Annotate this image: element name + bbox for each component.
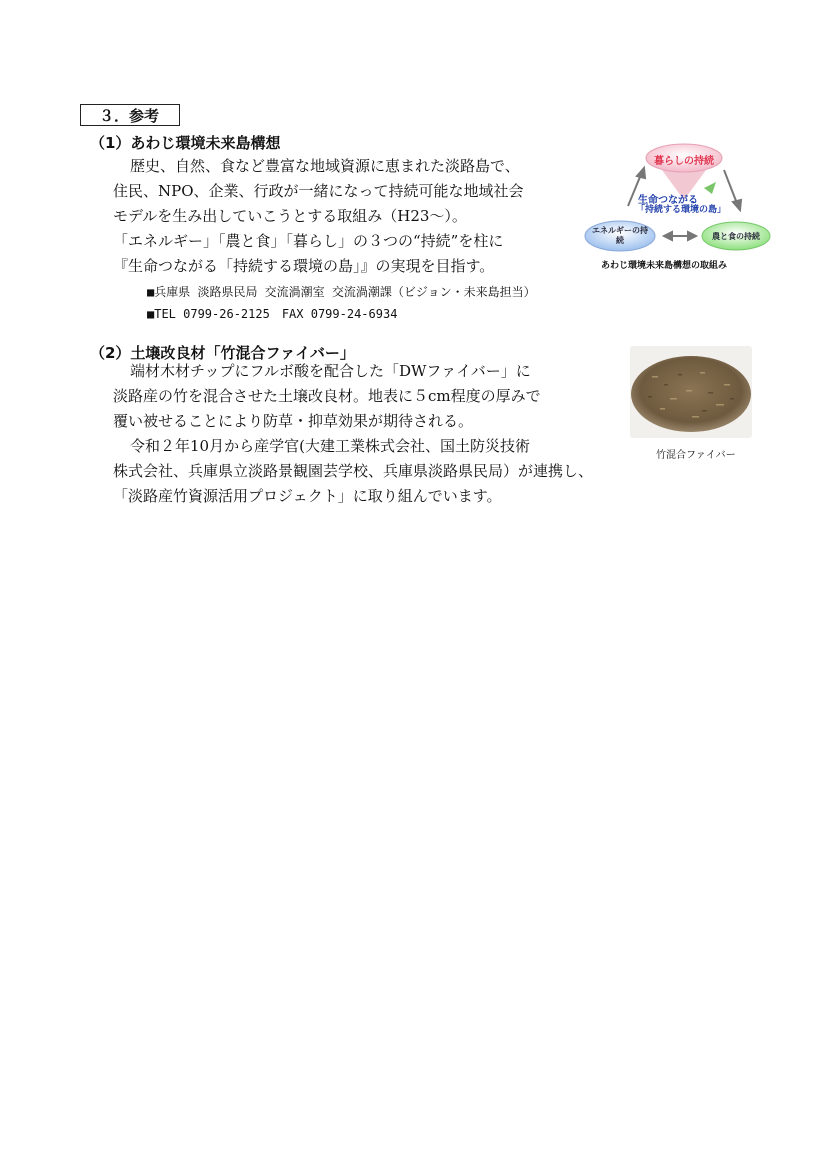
bamboo-fiber-image <box>630 346 752 438</box>
item1-line-2: 住民、NPO、企業、行政が一緒になって持続可能な地域社会 <box>113 182 524 200</box>
item2-heading: （2）土壌改良材「竹混合ファイバー」 <box>90 344 355 362</box>
section-heading-box <box>80 104 180 126</box>
diagram-center-line1: 生命つながる <box>638 195 698 206</box>
contact-office: ■兵庫県 淡路県民局 交流渦潮室 交流渦潮課（ビジョン・未来島担当） <box>147 285 536 299</box>
bamboo-fiber-photo <box>630 346 752 438</box>
item1-line-1: 歴史、自然、食など豊富な地域資源に恵まれた淡路島で、 <box>130 157 520 175</box>
diagram-top-label: 暮らしの持続 <box>654 156 714 167</box>
leaf-mark <box>704 182 716 194</box>
item2-line-2: 淡路産の竹を混合させた土壌改良材。地表に５cm程度の厚みで <box>113 387 541 405</box>
item1-line-4: 「エネルギー」「農と食」「暮らし」の３つの“持続”を柱に <box>113 232 504 250</box>
section-heading: ３．参考 <box>99 107 160 125</box>
diagram-left-label: エネルギーの持続 <box>592 226 648 245</box>
item2-line-4: 令和２年10月から産学官(大建工業株式会社、国土防災技術 <box>130 437 530 455</box>
item1-line-5: 『生命つながる「持続する環境の島」』の実現を目指す。 <box>113 257 495 275</box>
item1-line-3: モデルを生み出していこうとする取組み（H23～）。 <box>113 207 467 225</box>
sustainability-diagram <box>584 136 774 256</box>
diagram-right-label: 農と食の持続 <box>712 232 760 241</box>
item2-line-1: 端材木材チップにフルボ酸を配合した「DWファイバー」に <box>130 362 531 380</box>
item1-heading: （1）あわじ環境未来島構想 <box>90 134 281 152</box>
diagram-caption: あわじ環境未来島構想の取組み <box>601 261 728 271</box>
diagram-center-line2: 「持続する環境の島」 <box>636 205 727 215</box>
contact-phone: ■TEL 0799-26-2125 FAX 0799-24-6934 <box>147 307 398 321</box>
item2-line-3: 覆い被せることにより防草・抑草効果が期待される。 <box>113 412 474 430</box>
item2-line-5: 株式会社、兵庫県立淡路景観園芸学校、兵庫県淡路県民局）が連携し、 <box>113 462 594 480</box>
item2-line-6: 「淡路産竹資源活用プロジェクト」に取り組んでいます。 <box>113 487 502 505</box>
photo-caption: 竹混合ファイバー <box>656 450 736 461</box>
